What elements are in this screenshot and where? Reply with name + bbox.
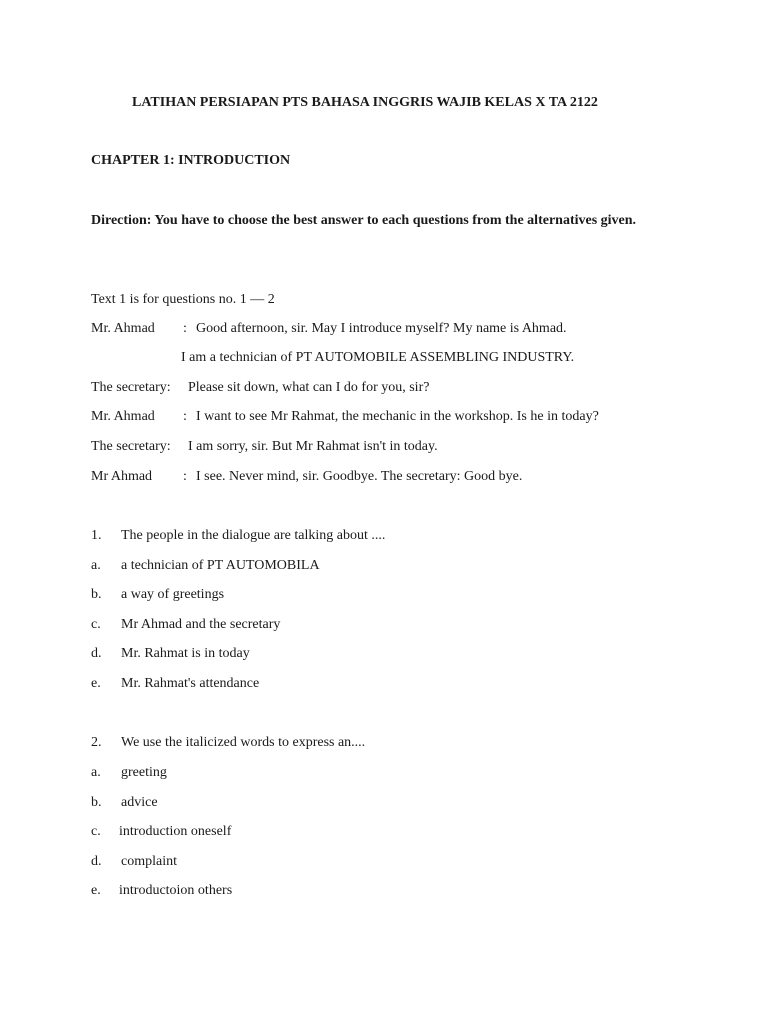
dialogue-speaker: The secretary: xyxy=(91,439,171,454)
option-text: Mr Ahmad and the secretary xyxy=(121,617,281,632)
option-text: Mr. Rahmat is in today xyxy=(121,646,250,661)
dialogue-text: I am sorry, sir. But Mr Rahmat isn't in today. xyxy=(188,439,438,454)
question-number: 2. xyxy=(91,735,102,750)
option-text: a technician of PT AUTOMOBILA xyxy=(121,558,320,573)
option-text: introductoion others xyxy=(119,883,233,898)
option-letter: b. xyxy=(91,587,102,602)
dialogue-text: I want to see Mr Rahmat, the mechanic in the workshop. Is he in today? xyxy=(196,409,599,424)
option-text: advice xyxy=(121,795,158,810)
dialogue-separator: : xyxy=(183,469,187,484)
dialogue-text: I am a technician of PT AUTOMOBILE ASSEMBLING INDUSTRY. xyxy=(181,350,575,365)
question-text: We use the italicized words to express an.... xyxy=(121,735,366,750)
dialogue-speaker: Mr Ahmad xyxy=(91,469,153,484)
option-text: a way of greetings xyxy=(121,587,225,602)
option-text: introduction oneself xyxy=(119,824,232,839)
option-letter: c. xyxy=(91,824,101,839)
dialogue-separator: : xyxy=(183,409,187,424)
direction-text: Direction: You have to choose the best answer to each questions from the alternatives given. xyxy=(91,213,637,228)
option-text: greeting xyxy=(121,765,167,780)
option-letter: a. xyxy=(91,765,101,780)
dialogue-speaker: Mr. Ahmad xyxy=(91,409,155,424)
question-number: 1. xyxy=(91,528,102,543)
option-letter: c. xyxy=(91,617,101,632)
dialogue-text: Good afternoon, sir. May I introduce myself? My name is Ahmad. xyxy=(196,321,567,336)
dialogue-speaker: Mr. Ahmad xyxy=(91,321,155,336)
question-text: The people in the dialogue are talking about .... xyxy=(121,528,386,543)
option-letter: a. xyxy=(91,558,101,573)
chapter-heading: CHAPTER 1: INTRODUCTION xyxy=(91,153,291,168)
option-letter: d. xyxy=(91,646,102,661)
option-letter: e. xyxy=(91,883,101,898)
option-letter: e. xyxy=(91,676,101,691)
option-letter: b. xyxy=(91,795,102,810)
dialogue-text: Please sit down, what can I do for you, sir? xyxy=(188,380,430,395)
dialogue-speaker: The secretary: xyxy=(91,380,171,395)
dialogue-text: I see. Never mind, sir. Goodbye. The secretary: Good bye. xyxy=(196,469,523,484)
option-letter: d. xyxy=(91,854,102,869)
document-title: LATIHAN PERSIAPAN PTS BAHASA INGGRIS WAJIB KELAS X TA 2122 xyxy=(132,95,598,110)
text-intro: Text 1 is for questions no. 1 — 2 xyxy=(91,292,275,307)
option-text: complaint xyxy=(121,854,177,869)
option-text: Mr. Rahmat's attendance xyxy=(121,676,260,691)
dialogue-separator: : xyxy=(183,321,187,336)
